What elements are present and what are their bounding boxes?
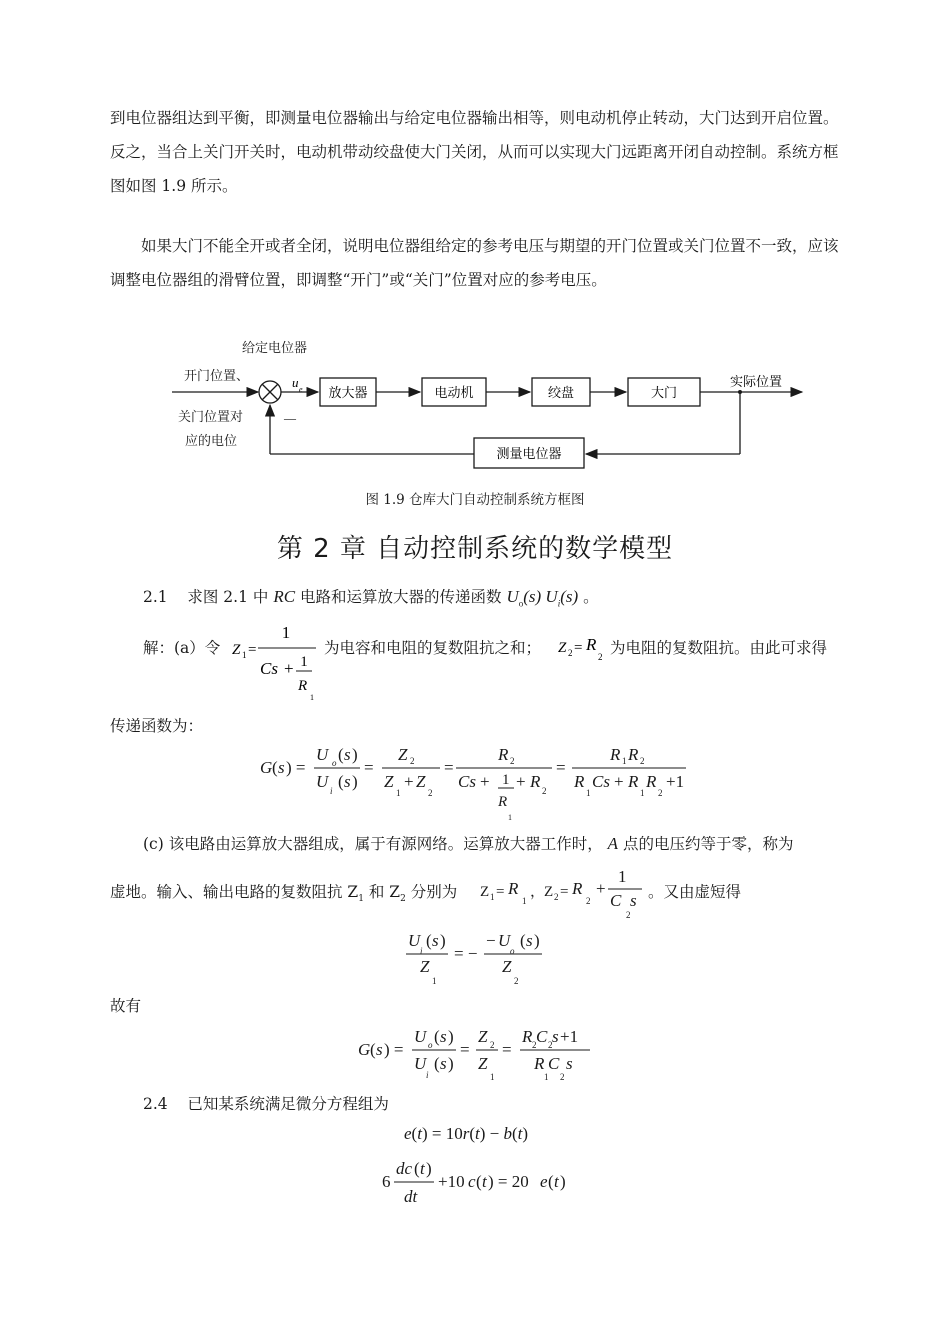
svg-text:(: ( [434,1054,440,1073]
svg-text:C: C [536,1027,548,1046]
svg-text:= −: = − [454,944,478,963]
svg-text:R: R [572,879,583,898]
svg-text:): ) [534,931,540,950]
svg-text:1: 1 [586,788,591,798]
svg-text:C: C [610,891,622,910]
svg-text:Z: Z [384,772,394,791]
svg-text:2: 2 [554,892,559,902]
svg-text:Z: Z [480,884,490,900]
svg-text:(: ( [434,1027,440,1046]
transfer-function-label: 传递函数为： [110,717,204,735]
svg-text:(: ( [426,931,432,950]
impedance-formula [478,862,648,922]
svg-text:2: 2 [428,788,433,798]
svg-text:+1: +1 [666,772,685,791]
svg-text:2: 2 [410,756,415,766]
svg-text:1: 1 [618,867,627,886]
svg-text:s: s [566,1054,573,1073]
solution-mid: 为电容和电阻的复数阻抗之和； [324,639,542,657]
svg-text:U: U [316,745,329,764]
winch-label: 绞盘 [547,385,575,400]
svg-text:=: = [248,642,257,658]
svg-text:R: R [586,635,597,654]
svg-text:s: s [526,931,533,950]
svg-text:2: 2 [542,786,547,796]
svg-text:R: R [534,1054,545,1073]
svg-text:Cs: Cs [458,772,476,791]
signal-subscript: e [299,385,303,394]
svg-text:U: U [316,772,329,791]
paragraph-1: 到电位器组达到平衡，即测量电位器输出与给定电位器输出相等，则电动机停止转动，大门达到开启位置。反之，当合上关门开关时，电动机带动绞盘使大门关闭，从而可以实现大门远距离开闭自动控制。系统方框图如图 1.9 所示。 [110,109,839,195]
svg-text:): ) [448,1054,454,1073]
svg-text:Z: Z [478,1054,488,1073]
svg-text:−: − [486,931,496,950]
svg-text:U: U [414,1054,427,1073]
svg-text:1: 1 [310,693,314,702]
svg-text:t: t [420,1159,425,1178]
svg-text:dt: dt [404,1187,418,1206]
input-label-1: 开门位置、 [184,368,250,383]
svg-text:) =: ) = [384,1040,404,1059]
svg-text:2: 2 [626,910,631,920]
paragraph-2: 如果大门不能全开或者全闭，说明电位器组给定的参考电压与期望的开门位置或关门位置不一致，应该调整电位器组的滑臂位置，即调整“开门”或“关门”位置对应的参考电压。 [110,237,839,289]
motor-label: 电动机 [434,385,474,400]
svg-text:+: + [614,772,624,791]
svg-text:G: G [358,1040,371,1059]
svg-text:o: o [332,758,337,768]
svg-text:i: i [420,946,423,956]
svg-text:U: U [414,1027,427,1046]
svg-text:R: R [646,772,657,791]
figure-caption: 图 1.9 仓库大门自动控制系统方框图 [365,492,585,508]
svg-text:t: t [554,1172,559,1191]
equation-c [380,1156,580,1212]
svg-text:1: 1 [396,788,401,798]
svg-text:U: U [498,931,511,950]
question-number: 2.1 [143,588,168,606]
therefore-label: 故有 [110,997,142,1015]
svg-text:s: s [432,931,439,950]
svg-text:=: = [560,884,569,900]
svg-text:2: 2 [548,1040,553,1050]
svg-text:(: ( [476,1172,482,1191]
svg-text:+1: +1 [560,1027,579,1046]
paragraph-c-2-end: 。又由虚短得 [648,883,742,901]
virtual-short-equation [404,926,554,988]
svg-text:R: R [574,772,585,791]
svg-text:=: = [444,758,454,777]
input-label-3: 应的电位 [185,433,238,448]
svg-text:U: U [408,931,421,950]
svg-text:): ) [352,772,358,791]
transfer-function-c [356,1022,596,1086]
svg-text:1: 1 [490,1072,495,1082]
svg-text:2: 2 [598,652,603,662]
svg-text:+: + [284,659,294,678]
svg-text:(: ( [272,758,278,777]
input-label-2: 关门位置对 [178,409,244,424]
svg-text:Cs: Cs [260,659,278,678]
svg-text:=: = [496,884,505,900]
svg-text:Z: Z [416,772,426,791]
svg-text:e: e [540,1172,548,1191]
svg-text:=: = [556,758,566,777]
sensor-label: 测量电位器 [496,446,562,461]
svg-text:(: ( [338,745,344,764]
svg-text:(: ( [338,772,344,791]
svg-text:s: s [376,1040,383,1059]
output-label: 实际位置 [730,374,783,389]
svg-text:R: R [522,1027,533,1046]
paragraph-c-1: (c) 该电路由运算放大器组成，属于有源网络。运算放大器工作时， A 点的电压约等于零，称为 [143,834,794,853]
svg-text:=: = [574,640,583,656]
svg-text:Z: Z [544,884,554,900]
svg-text:) =: ) = [286,758,306,777]
svg-text:，: ， [530,884,546,900]
solution-suffix: 为电阻的复数阻抗。由此可求得 [610,639,828,657]
svg-text:R: R [508,879,519,898]
ref-label: 给定电位器 [242,340,308,355]
svg-text:s: s [552,1027,559,1046]
svg-text:R: R [610,745,621,764]
amplifier-label: 放大器 [328,385,368,400]
svg-text:) = 20: ) = 20 [488,1172,529,1191]
svg-text:1: 1 [242,650,247,660]
solution-prefix: 解：(a）令 [143,639,221,657]
svg-text:1: 1 [622,756,627,766]
svg-text:R: R [628,772,639,791]
svg-text:+: + [480,772,490,791]
svg-text:+: + [596,879,606,898]
svg-text:(: ( [370,1040,376,1059]
svg-text:2: 2 [640,756,645,766]
svg-text:Z: Z [232,642,241,658]
svg-text:1: 1 [522,896,527,906]
block-diagram [160,330,820,510]
svg-text:=: = [502,1040,512,1059]
svg-text:s: s [344,772,351,791]
svg-text:1: 1 [544,1072,549,1082]
equation-e: e(t) = 10r(t) − b(t) [404,1124,529,1143]
svg-text:Z: Z [478,1027,488,1046]
paragraph-c-2: 虚地。输入、输出电路的复数阻抗 $Z_1$ 和 $Z_2$ 分别为 [110,883,458,905]
svg-text:+: + [404,772,414,791]
svg-text:2: 2 [586,896,591,906]
svg-text:2: 2 [490,1040,495,1050]
svg-text:o: o [510,946,515,956]
svg-text:C: C [548,1054,560,1073]
svg-text:G: G [260,758,273,777]
svg-text:s: s [440,1027,447,1046]
svg-text:Z: Z [398,745,408,764]
question-number: 2.4 [143,1095,168,1113]
signal-label: u [292,375,299,390]
svg-text:R: R [628,745,639,764]
svg-text:Z: Z [420,957,430,976]
svg-text:6: 6 [382,1172,391,1191]
svg-text:): ) [448,1027,454,1046]
svg-text:2: 2 [532,1040,537,1050]
svg-text:R: R [530,772,541,791]
svg-text:+10: +10 [438,1172,465,1191]
svg-text:Z: Z [502,957,512,976]
svg-text:Z: Z [558,640,567,656]
question-2-4: 2.4 已知某系统满足微分方程组为 [143,1095,389,1113]
chapter-title: 第 2 章 自动控制系统的数学模型 [276,534,674,564]
svg-text:(: ( [520,931,526,950]
svg-text:c: c [468,1172,476,1191]
svg-text:i: i [426,1070,429,1080]
z2-formula [556,628,612,668]
svg-text:2: 2 [510,756,515,766]
svg-text:2: 2 [514,976,519,986]
svg-text:1: 1 [490,892,495,902]
svg-text:): ) [426,1159,432,1178]
svg-text:1: 1 [502,772,510,788]
svg-text:1: 1 [281,623,291,642]
svg-text:(: ( [548,1172,554,1191]
svg-text:+: + [516,772,526,791]
svg-text:=: = [460,1040,470,1059]
svg-text:(: ( [414,1159,420,1178]
question-2-1: 2.1 求图 2.1 中 RC 电路和运算放大器的传递函数 $U_o(s)$ $U_i(s)$ 。 [143,587,599,609]
svg-text:s: s [630,891,637,910]
transfer-function-a [258,740,698,826]
svg-text:s: s [344,745,351,764]
z1-formula [228,620,328,702]
svg-text:1: 1 [300,654,308,670]
svg-text:R: R [298,678,308,694]
svg-text:t: t [482,1172,487,1191]
svg-text:2: 2 [560,1072,565,1082]
svg-text:dc: dc [396,1159,413,1178]
svg-text:s: s [278,758,285,777]
svg-text:1: 1 [432,976,437,986]
svg-text:Cs: Cs [592,772,610,791]
svg-text:R: R [498,745,509,764]
svg-text:): ) [352,745,358,764]
minus-sign: — [284,411,296,425]
svg-text:=: = [364,758,374,777]
svg-text:i: i [330,786,333,796]
svg-text:R: R [498,794,508,810]
svg-text:): ) [440,931,446,950]
svg-text:1: 1 [640,788,645,798]
door-label: 大门 [650,385,678,400]
svg-text:): ) [560,1172,566,1191]
svg-text:1: 1 [508,813,512,822]
svg-text:o: o [428,1040,433,1050]
svg-text:2: 2 [568,648,573,658]
svg-text:2: 2 [658,788,663,798]
svg-text:s: s [440,1054,447,1073]
summing-junction [259,381,281,403]
